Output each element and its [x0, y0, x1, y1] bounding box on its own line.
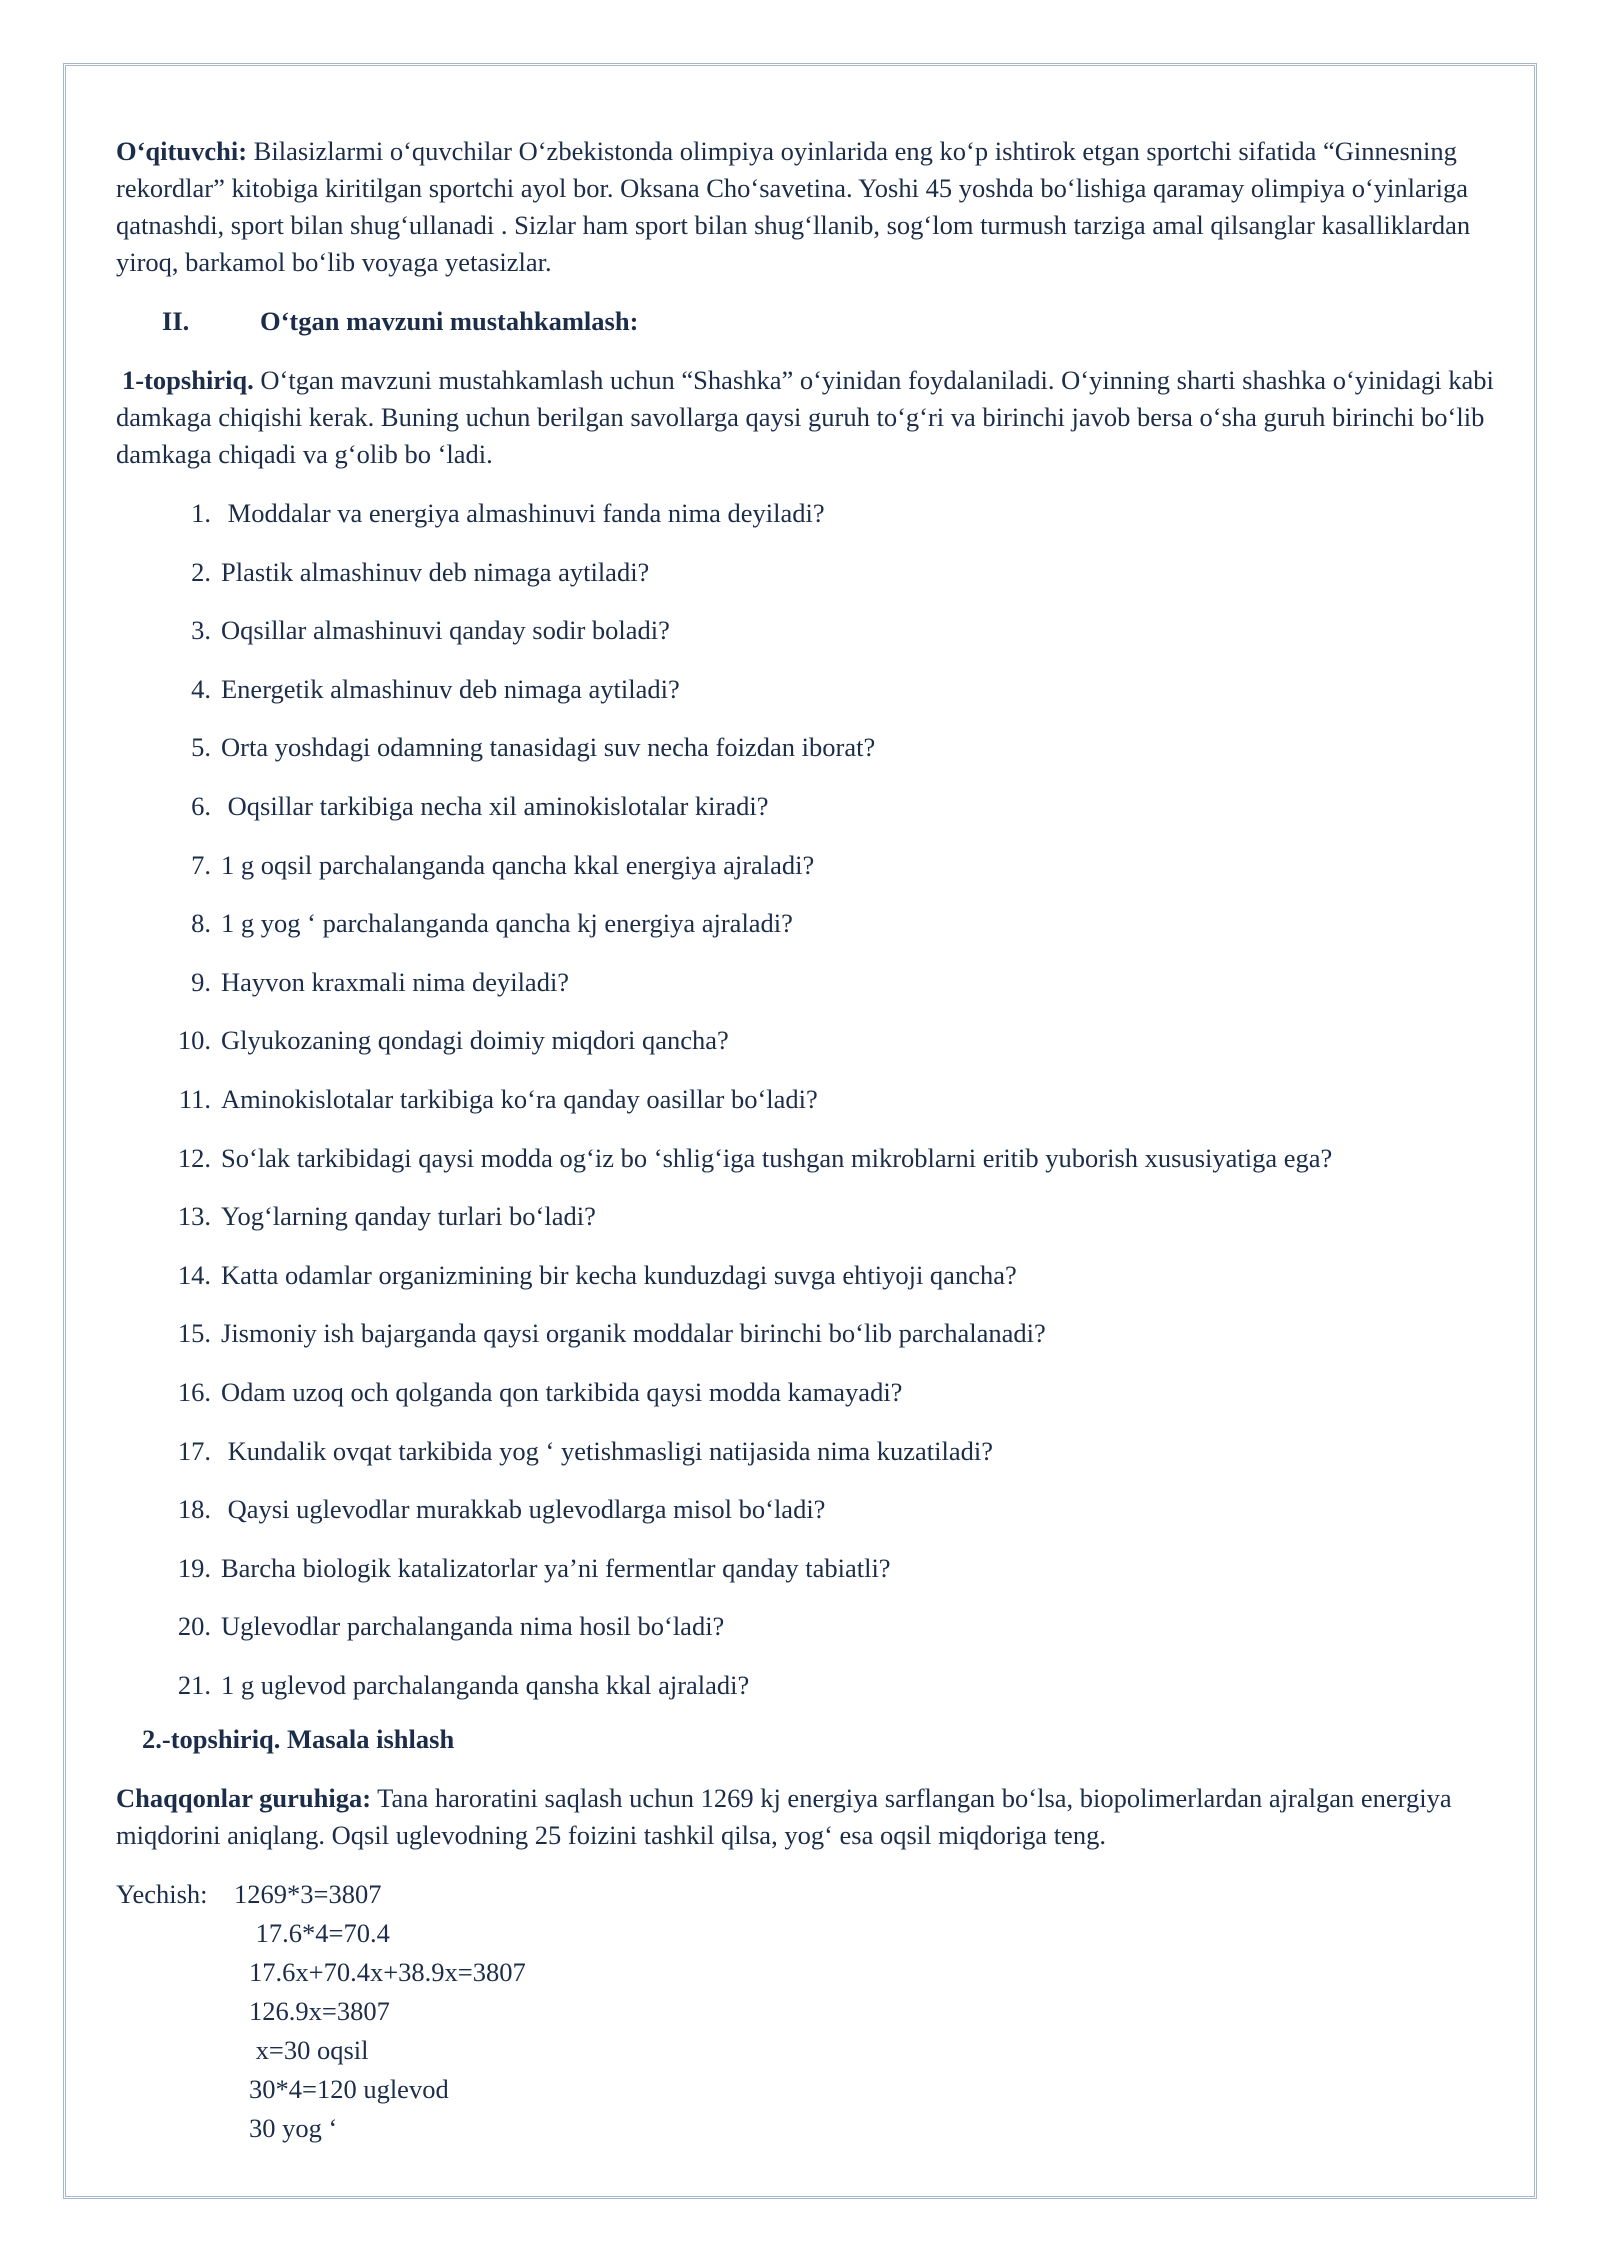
- list-item: [161, 847, 1496, 906]
- item-text: Odam uzoq och qolganda qon tarkibida qaysi modda kamayadi?: [221, 1376, 903, 1407]
- item-text: Moddalar va energiya almashinuvi fanda nima deyiladi?: [221, 498, 825, 528]
- solution-text: 17.6*4=70.4: [249, 1918, 390, 1949]
- list-item: [161, 1667, 1496, 1726]
- item-number: 11.: [178, 1083, 211, 1114]
- list-item: [161, 1140, 1496, 1199]
- item-number: 18.: [177, 1494, 211, 1525]
- item-text: Hayvon kraxmali nima deyiladi?: [221, 966, 570, 997]
- solution-text: 30 yog ‘: [249, 2113, 338, 2144]
- item-number: 8.: [191, 908, 211, 939]
- task1-paragraph: [116, 362, 1496, 473]
- teacher-text: Bilasizlarmi o‘quvchilar O‘zbekistonda olimpiya oyinlarida eng ko‘p ishtirok etgan sportchi sifatida “Ginnesning rekordlar” kitobiga kiritilgan sportchi ayol bor. Oksana Cho‘savetina. Yoshi 45 yoshda bo‘lishiga qaramay olimpiya o‘yinlariga qatnashdi, sport bilan shug‘ullanadi . Sizlar ham sport bilan shug‘llanib, sog‘lom turmush tarziga amal qilsanglar kasalliklardan yiroq, barkamol bo‘lib voyaga yetasizlar.: [116, 136, 1471, 277]
- item-number: 12.: [177, 1142, 211, 1173]
- list-item: [161, 964, 1496, 1023]
- list-item: [161, 1608, 1496, 1667]
- section-heading: [162, 303, 1496, 340]
- solution-text: x=30 oqsil: [249, 2035, 369, 2066]
- item-number: 21.: [177, 1669, 211, 1700]
- list-item: [161, 1491, 1496, 1550]
- solution-line: [116, 1954, 1496, 1993]
- item-number: 13.: [177, 1201, 211, 1232]
- problem-paragraph: [116, 1780, 1496, 1854]
- item-number: 20.: [177, 1611, 211, 1642]
- solution-line: [116, 2032, 1496, 2071]
- task1-text: O‘tgan mavzuni mustahkamlash uchun “Shashka” o‘yinidan foydalaniladi. O‘yinning sharti shashka o‘yinidagi kabi damkaga chiqishi kerak. Buning uchun berilgan savollarga qaysi guruh to‘g‘ri va birinchi javob bersa o‘sha guruh birinchi bo‘lib damkaga chiqadi va g‘olib bo ‘ladi.: [116, 365, 1494, 469]
- teacher-paragraph: [116, 133, 1496, 281]
- list-item: [161, 612, 1496, 671]
- section-title: O‘tgan mavzuni mustahkamlash:: [260, 306, 639, 336]
- item-number: 15.: [177, 1318, 211, 1349]
- teacher-label: O‘qituvchi:: [116, 136, 248, 166]
- item-text: Oqsillar almashinuvi qanday sodir boladi?: [221, 615, 670, 646]
- item-text: 1 g yog ‘ parchalanganda qancha kj energiya ajraladi?: [221, 908, 793, 939]
- list-item: [161, 495, 1496, 554]
- item-number: 19.: [177, 1552, 211, 1583]
- list-item: [161, 671, 1496, 730]
- item-text: So‘lak tarkibidagi qaysi modda og‘iz bo ‘shlig‘iga tushgan mikroblarni eritib yuborish xususiyatiga ega?: [221, 1142, 1333, 1173]
- task2-heading: 2.-topshiriq. Masala ishlash: [142, 1724, 455, 1755]
- item-number: 1.: [191, 498, 211, 528]
- item-text: Plastik almashinuv deb nimaga aytiladi?: [221, 556, 650, 587]
- document-body: [116, 133, 1496, 2149]
- list-item: [161, 788, 1496, 847]
- item-number: 9.: [191, 966, 211, 997]
- list-item: [161, 905, 1496, 964]
- question-list: [116, 495, 1496, 1725]
- item-text: Jismoniy ish bajarganda qaysi organik moddalar birinchi bo‘lib parchalanadi?: [221, 1318, 1046, 1349]
- solution-line: [116, 1993, 1496, 2032]
- solution-block: [116, 1876, 1496, 2149]
- item-text: Katta odamlar organizmining bir kecha kunduzdagi suvga ehtiyoji qancha?: [221, 1259, 1017, 1290]
- item-text: 1 g oqsil parchalanganda qancha kkal energiya ajraladi?: [221, 849, 815, 880]
- list-item: [161, 1081, 1496, 1140]
- list-item: [161, 1433, 1496, 1492]
- item-text: Barcha biologik katalizatorlar ya’ni fermentlar qanday tabiatli?: [221, 1552, 891, 1583]
- solution-line: [116, 1915, 1496, 1954]
- item-text: Yog‘larning qanday turlari bo‘ladi?: [221, 1201, 596, 1232]
- list-item: [161, 729, 1496, 788]
- item-text: Aminokislotalar tarkibiga ko‘ra qanday oasillar bo‘ladi?: [221, 1083, 818, 1114]
- item-number: 17.: [177, 1435, 211, 1466]
- solution-text: 126.9x=3807: [249, 1996, 390, 2027]
- section-number: II.: [162, 306, 190, 336]
- problem-text: Tana haroratini saqlash uchun 1269 kj energiya sarflangan bo‘lsa, biopolimerlardan ajralgan energiya miqdorini aniqlang. Oqsil uglevodning 25 foizini tashkil qilsa, yog‘ esa oqsil miqdoriga teng.: [116, 1783, 1452, 1851]
- list-item: [161, 1374, 1496, 1433]
- item-text: Oqsillar tarkibiga necha xil aminokislotalar kiradi?: [221, 790, 769, 821]
- solution-line: [116, 2071, 1496, 2110]
- item-number: 10.: [177, 1025, 211, 1056]
- solution-text: 17.6x+70.4x+38.9x=3807: [249, 1957, 526, 1988]
- item-number: 14.: [177, 1259, 211, 1290]
- task1-label: 1-topshiriq.: [122, 365, 254, 395]
- list-item: [161, 1550, 1496, 1609]
- item-number: 2.: [191, 556, 211, 587]
- problem-label: Chaqqonlar guruhiga:: [116, 1783, 372, 1814]
- item-text: Uglevodlar parchalanganda nima hosil bo‘ladi?: [221, 1611, 725, 1642]
- solution-line: [116, 1876, 1496, 1915]
- item-number: 3.: [191, 615, 211, 646]
- item-text: Orta yoshdagi odamning tanasidagi suv necha foizdan iborat?: [221, 732, 876, 763]
- list-item: [161, 1315, 1496, 1374]
- item-number: 7.: [191, 849, 211, 880]
- list-item: [161, 1257, 1496, 1316]
- list-item: [161, 554, 1496, 613]
- list-item: [161, 1022, 1496, 1081]
- item-number: 6.: [191, 790, 211, 821]
- item-text: Qaysi uglevodlar murakkab uglevodlarga misol bo‘ladi?: [221, 1494, 826, 1525]
- solution-text: 1269*3=3807: [234, 1879, 382, 1910]
- solution-label: Yechish:: [116, 1879, 208, 1910]
- item-text: Kundalik ovqat tarkibida yog ‘ yetishmasligi natijasida nima kuzatiladi?: [221, 1435, 993, 1466]
- item-text: Energetik almashinuv deb nimaga aytiladi?: [221, 673, 680, 704]
- list-item: [161, 1198, 1496, 1257]
- item-text: Glyukozaning qondagi doimiy miqdori qancha?: [221, 1025, 729, 1056]
- item-text: 1 g uglevod parchalanganda qansha kkal ajraladi?: [221, 1669, 750, 1700]
- item-number: 16.: [177, 1376, 211, 1407]
- solution-line: [116, 2110, 1496, 2149]
- solution-text: 30*4=120 uglevod: [249, 2074, 449, 2105]
- item-number: 4.: [191, 673, 211, 704]
- item-number: 5.: [191, 732, 211, 763]
